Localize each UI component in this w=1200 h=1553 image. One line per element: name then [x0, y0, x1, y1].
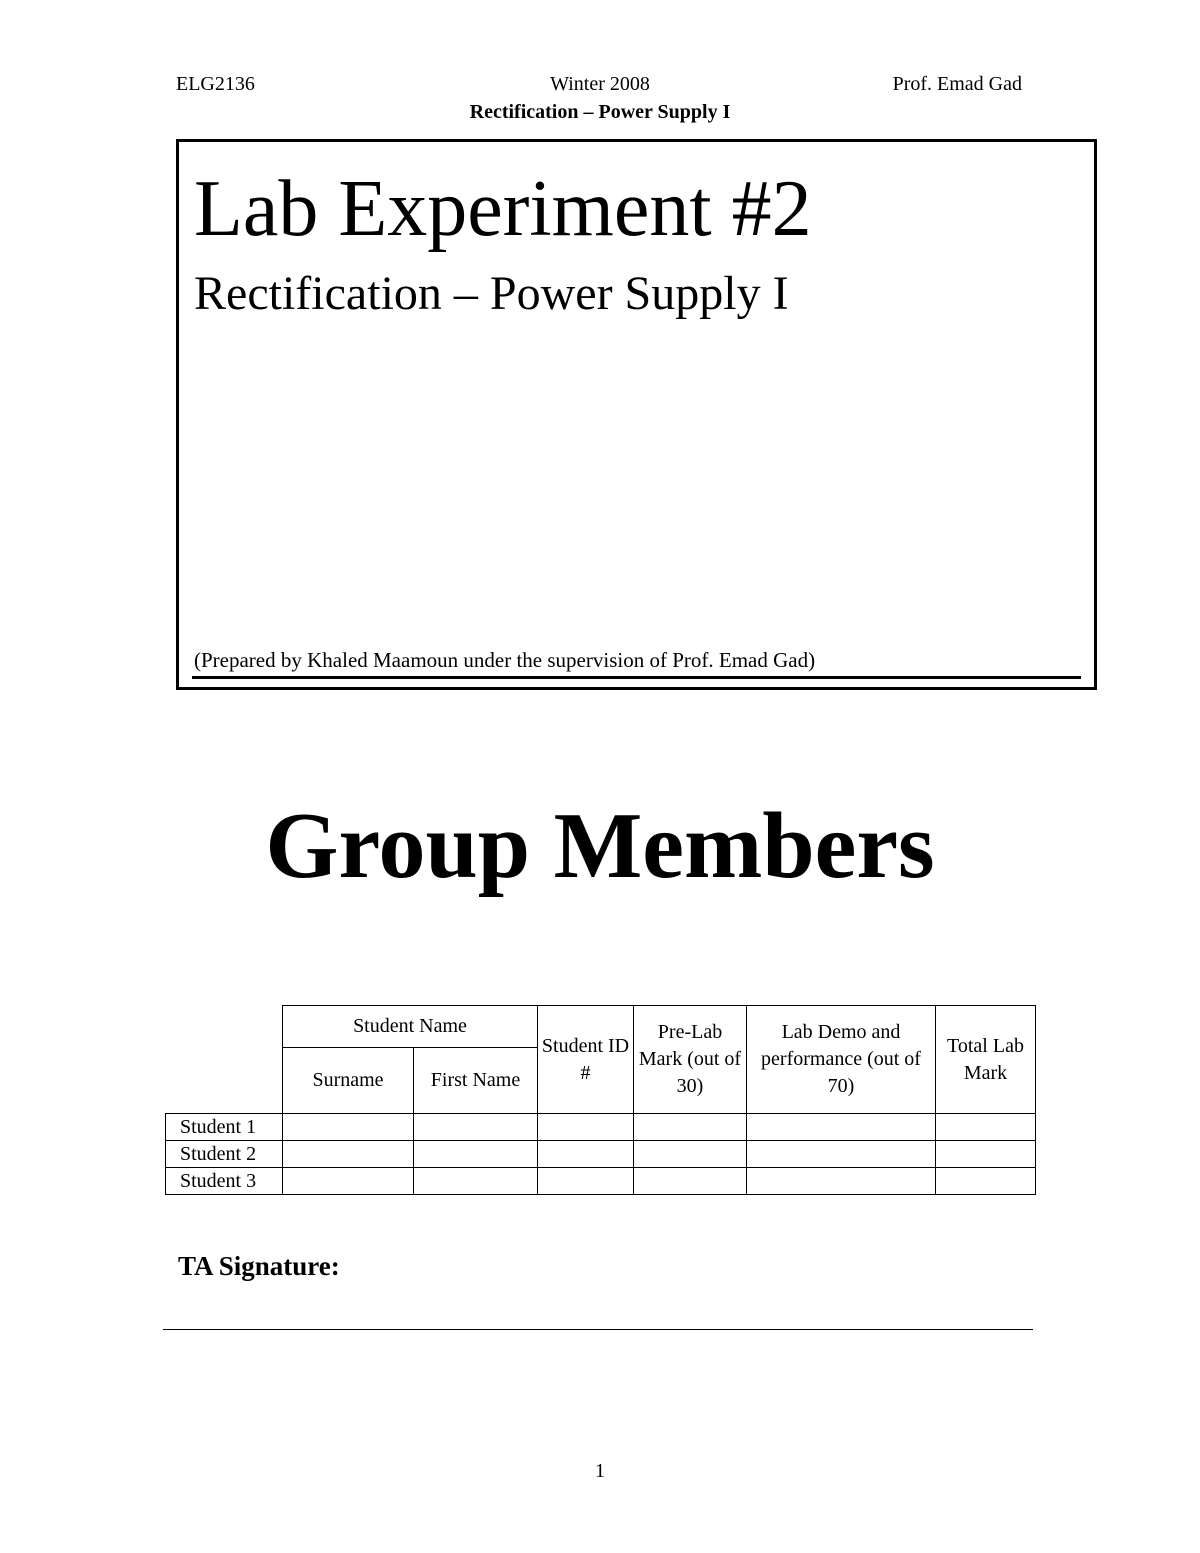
lab-demo-header: Lab Demo and performance (out of 70): [747, 1006, 936, 1114]
page-number: 1: [595, 1460, 605, 1482]
surname-cell[interactable]: [283, 1168, 414, 1195]
prelab-mark-cell[interactable]: [634, 1168, 747, 1195]
surname-cell[interactable]: [283, 1114, 414, 1141]
table-row: [166, 1168, 1036, 1195]
table-header-row: [166, 1006, 1036, 1048]
first-name-cell[interactable]: [414, 1114, 538, 1141]
surname-header: Surname: [283, 1048, 414, 1114]
total-lab-mark-header: Total Lab Mark: [936, 1006, 1036, 1114]
student-name-header: Student Name: [283, 1006, 538, 1048]
prelab-mark-cell[interactable]: [634, 1114, 747, 1141]
surname-cell[interactable]: [283, 1141, 414, 1168]
first-name-header: First Name: [414, 1048, 538, 1114]
student-id-cell[interactable]: [538, 1141, 634, 1168]
grade-table: [165, 1005, 1036, 1195]
student-id-cell[interactable]: [538, 1168, 634, 1195]
prelab-mark-header: Pre-Lab Mark (out of 30): [634, 1006, 747, 1114]
lab-title: Lab Experiment #2: [194, 165, 812, 253]
lab-demo-cell[interactable]: [747, 1168, 936, 1195]
student-row-label: Student 3: [166, 1168, 283, 1195]
title-box-rule: [192, 676, 1081, 679]
lab-demo-cell[interactable]: [747, 1114, 936, 1141]
student-row-label: Student 2: [166, 1141, 283, 1168]
group-members-title: Group Members: [265, 794, 935, 898]
total-mark-cell[interactable]: [936, 1114, 1036, 1141]
header-term: Winter 2008: [550, 73, 650, 95]
prepared-by: (Prepared by Khaled Maamoun under the supervision of Prof. Emad Gad): [194, 648, 816, 672]
total-mark-cell[interactable]: [936, 1141, 1036, 1168]
lab-subtitle: Rectification – Power Supply I: [194, 267, 789, 320]
header-subtitle: Rectification – Power Supply I: [469, 101, 731, 123]
student-row-label: Student 1: [166, 1114, 283, 1141]
table-corner-cell: [166, 1006, 283, 1114]
signature-line: [163, 1329, 1033, 1330]
header-course: ELG2136: [176, 73, 255, 95]
ta-signature-label: TA Signature:: [178, 1251, 340, 1281]
table-row: [166, 1141, 1036, 1168]
student-id-cell[interactable]: [538, 1114, 634, 1141]
table-row: [166, 1114, 1036, 1141]
student-id-header: Student ID #: [538, 1006, 634, 1114]
total-mark-cell[interactable]: [936, 1168, 1036, 1195]
first-name-cell[interactable]: [414, 1141, 538, 1168]
lab-demo-cell[interactable]: [747, 1141, 936, 1168]
prelab-mark-cell[interactable]: [634, 1141, 747, 1168]
title-box: [176, 139, 1097, 690]
header-instructor: Prof. Emad Gad: [892, 73, 1022, 95]
first-name-cell[interactable]: [414, 1168, 538, 1195]
